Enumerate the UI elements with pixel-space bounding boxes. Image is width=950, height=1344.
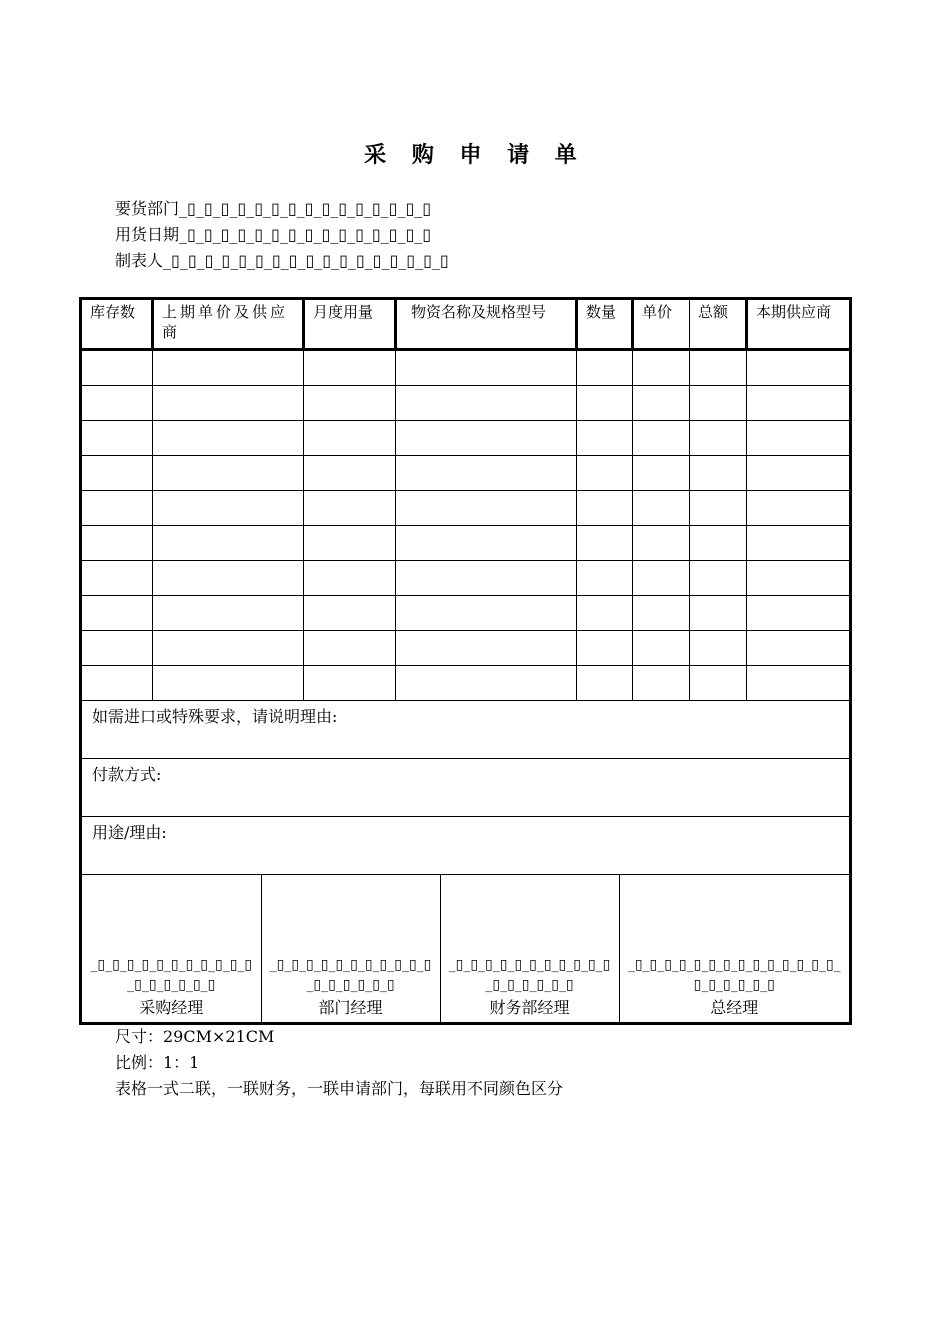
table-cell[interactable]: [747, 596, 851, 631]
column-header: 本期供应商: [747, 299, 851, 350]
table-cell[interactable]: [304, 561, 396, 596]
table-cell[interactable]: [304, 350, 396, 386]
table-cell[interactable]: [396, 350, 577, 386]
table-row: [81, 386, 851, 421]
table-cell[interactable]: [690, 386, 747, 421]
table-cell[interactable]: [747, 386, 851, 421]
maker-field: [115, 250, 449, 272]
table-cell[interactable]: [633, 631, 690, 666]
table-cell[interactable]: [747, 491, 851, 526]
table-row: [81, 350, 851, 386]
table-cell[interactable]: [577, 666, 633, 701]
table-cell[interactable]: [633, 526, 690, 561]
table-cell[interactable]: [747, 350, 851, 386]
table-row: [81, 596, 851, 631]
table-cell[interactable]: [304, 526, 396, 561]
table-cell[interactable]: [81, 561, 153, 596]
table-cell[interactable]: [396, 561, 577, 596]
table-cell[interactable]: [747, 526, 851, 561]
table-cell[interactable]: [396, 526, 577, 561]
table-cell[interactable]: [690, 491, 747, 526]
table-cell[interactable]: [577, 631, 633, 666]
page-title: 采 购 申 请 单: [364, 142, 586, 168]
table-cell[interactable]: [81, 596, 153, 631]
table-header-row: [81, 299, 851, 350]
table-cell[interactable]: [577, 386, 633, 421]
import-note-row: [81, 701, 851, 759]
table-cell[interactable]: [747, 631, 851, 666]
table-cell[interactable]: [577, 561, 633, 596]
signature-purchasing-manager[interactable]: [82, 875, 261, 1022]
table-cell[interactable]: [304, 456, 396, 491]
table-row: [81, 456, 851, 491]
table-cell[interactable]: [81, 421, 153, 456]
table-cell[interactable]: [633, 491, 690, 526]
signature-role: 采购经理: [139, 998, 204, 1017]
table-cell[interactable]: [153, 386, 304, 421]
table-cell[interactable]: [81, 666, 153, 701]
table-row: [81, 631, 851, 666]
maker-input-line[interactable]: _▯_▯_▯_▯_▯_▯_▯_▯_▯_▯_▯_▯_▯_▯_▯_▯_▯: [163, 251, 449, 270]
table-row: [81, 666, 851, 701]
signature-line: _▯_▯_▯_▯_▯_▯_▯_▯_▯_▯_▯_▯_▯_▯_▯_▯_▯: [448, 957, 611, 993]
table-row: [81, 421, 851, 456]
signature-line: _▯_▯_▯_▯_▯_▯_▯_▯_▯_▯_▯_▯_▯_▯_▯_▯_▯: [269, 957, 432, 993]
table-cell[interactable]: [81, 386, 153, 421]
table-cell[interactable]: [153, 526, 304, 561]
column-header: 物资名称及规格型号: [396, 299, 577, 350]
table-cell[interactable]: [633, 421, 690, 456]
table-cell[interactable]: [396, 631, 577, 666]
table-cell[interactable]: [304, 421, 396, 456]
purpose-row: [81, 817, 851, 875]
footer-ratio: 比例：1：1: [115, 1053, 200, 1072]
signature-line: _▯_▯_▯_▯_▯_▯_▯_▯_▯_▯_▯_▯_▯_▯_▯_▯_▯_▯_▯_▯: [627, 957, 841, 993]
column-header: 单价: [633, 299, 690, 350]
table-cell[interactable]: [81, 526, 153, 561]
table-row: [81, 561, 851, 596]
table-cell[interactable]: [577, 456, 633, 491]
signature-role: 部门经理: [318, 998, 383, 1017]
table-cell[interactable]: [577, 596, 633, 631]
signature-finance-manager[interactable]: [440, 875, 619, 1022]
column-header: 月度用量: [304, 299, 396, 350]
date-field: [115, 224, 431, 246]
table-cell[interactable]: [690, 350, 747, 386]
table-cell[interactable]: [396, 596, 577, 631]
footer-note: 表格一式二联，一联财务，一联申请部门，每联用不同颜色区分: [115, 1079, 564, 1098]
table-cell[interactable]: [153, 491, 304, 526]
dept-field: [115, 198, 431, 220]
table-cell[interactable]: [396, 421, 577, 456]
table-cell[interactable]: [577, 526, 633, 561]
table-cell[interactable]: [577, 350, 633, 386]
table-cell[interactable]: [690, 631, 747, 666]
table-row: [81, 526, 851, 561]
table-cell[interactable]: [633, 456, 690, 491]
table-cell[interactable]: [690, 526, 747, 561]
signature-table: [82, 875, 849, 1022]
table-row: [81, 491, 851, 526]
payment-row: [81, 759, 851, 817]
table-cell[interactable]: [81, 350, 153, 386]
table-cell[interactable]: [633, 596, 690, 631]
table-cell[interactable]: [153, 421, 304, 456]
table-cell[interactable]: [690, 666, 747, 701]
signature-role: 财务部经理: [489, 998, 570, 1017]
dept-label: 要货部门: [115, 199, 180, 218]
table-cell[interactable]: [747, 421, 851, 456]
table-cell[interactable]: [633, 666, 690, 701]
table-cell[interactable]: [690, 456, 747, 491]
table-cell[interactable]: [396, 456, 577, 491]
table-cell[interactable]: [396, 666, 577, 701]
table-cell[interactable]: [633, 350, 690, 386]
signature-department-manager[interactable]: [261, 875, 440, 1022]
maker-label: 制表人: [115, 251, 164, 270]
table-cell[interactable]: [304, 386, 396, 421]
signature-container: [81, 875, 851, 1024]
table-cell[interactable]: [81, 456, 153, 491]
signature-general-manager[interactable]: [619, 875, 849, 1022]
table-cell[interactable]: [396, 386, 577, 421]
table-cell[interactable]: [577, 491, 633, 526]
column-header: 总额: [690, 299, 747, 350]
table-cell[interactable]: [747, 456, 851, 491]
table-cell[interactable]: [633, 386, 690, 421]
dept-input-line[interactable]: _▯_▯_▯_▯_▯_▯_▯_▯_▯_▯_▯_▯_▯_▯_▯: [179, 199, 432, 218]
table-cell[interactable]: [690, 596, 747, 631]
table-cell[interactable]: [304, 631, 396, 666]
table-cell[interactable]: [690, 561, 747, 596]
footer-size: 尺寸：29CM×21CM: [115, 1027, 275, 1046]
table-cell[interactable]: [304, 596, 396, 631]
signature-line: _▯_▯_▯_▯_▯_▯_▯_▯_▯_▯_▯_▯_▯_▯_▯_▯_▯: [90, 957, 253, 993]
table-cell[interactable]: [153, 561, 304, 596]
table-cell[interactable]: [153, 456, 304, 491]
date-input-line[interactable]: _▯_▯_▯_▯_▯_▯_▯_▯_▯_▯_▯_▯_▯_▯_▯: [179, 225, 432, 244]
purpose-cell[interactable]: 用途/理由:: [81, 817, 851, 875]
table-cell[interactable]: [633, 561, 690, 596]
table-cell[interactable]: [153, 596, 304, 631]
table-cell[interactable]: [304, 491, 396, 526]
column-header: 数量: [577, 299, 633, 350]
table-cell[interactable]: [153, 631, 304, 666]
table-cell[interactable]: [153, 350, 304, 386]
table-cell[interactable]: [81, 491, 153, 526]
table-cell[interactable]: [747, 561, 851, 596]
column-header: 上期单价及供应商: [153, 299, 304, 350]
table-cell[interactable]: [577, 421, 633, 456]
table-cell[interactable]: [304, 666, 396, 701]
table-cell[interactable]: [747, 666, 851, 701]
table-cell[interactable]: [81, 631, 153, 666]
table-cell[interactable]: [690, 421, 747, 456]
import-note-cell[interactable]: 如需进口或特殊要求，请说明理由:: [81, 701, 851, 759]
signature-row: [81, 875, 851, 1024]
date-label: 用货日期: [115, 225, 180, 244]
table-cell[interactable]: [396, 491, 577, 526]
table-cell[interactable]: [153, 666, 304, 701]
signature-role: 总经理: [710, 998, 759, 1017]
purchase-request-table: [79, 297, 852, 1025]
column-header: 库存数: [81, 299, 153, 350]
payment-cell[interactable]: 付款方式:: [81, 759, 851, 817]
